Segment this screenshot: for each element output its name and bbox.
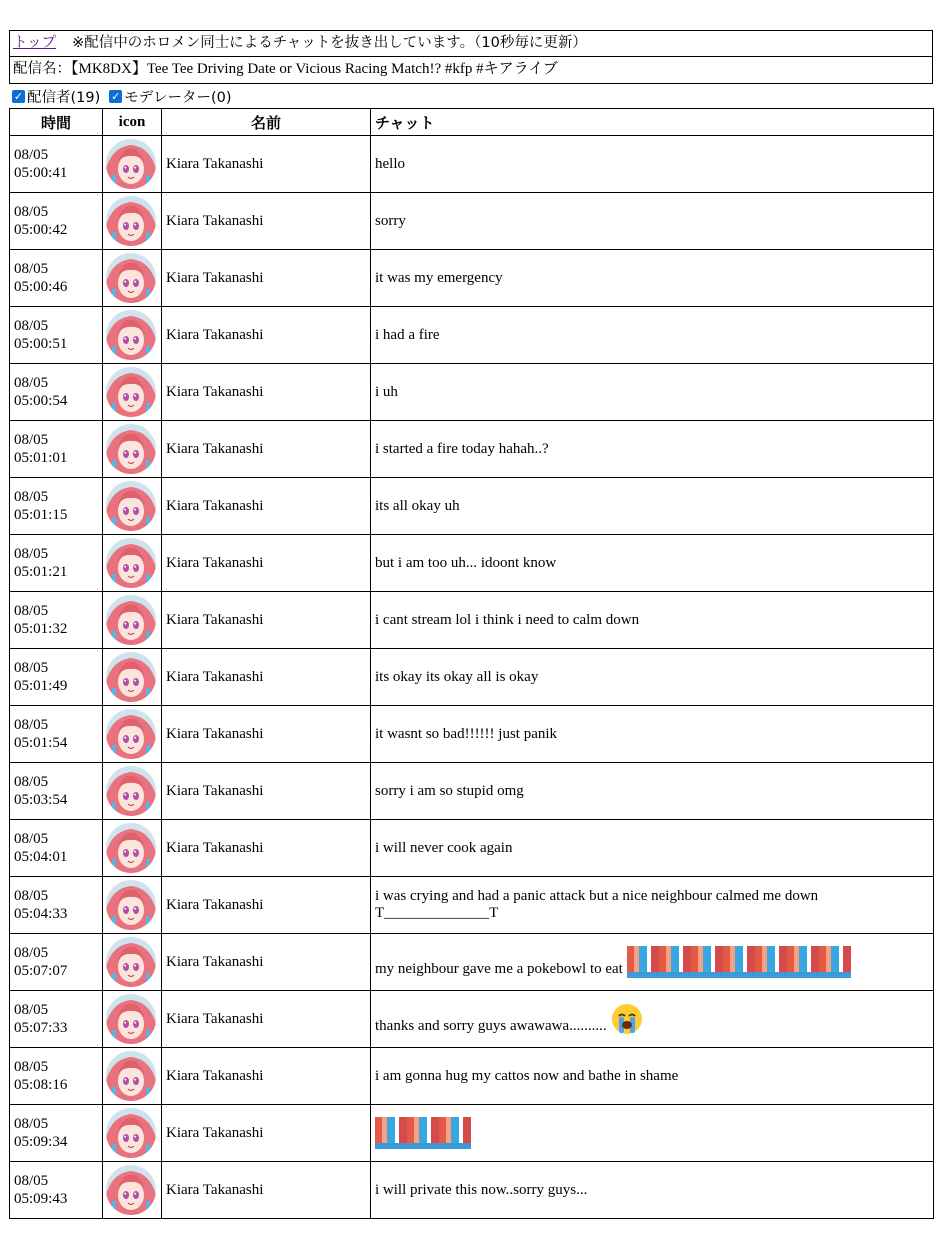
page xyxy=(9,30,933,1219)
avatar xyxy=(106,1051,156,1101)
avatar-cell xyxy=(103,1048,162,1105)
filter-bar xyxy=(9,84,933,108)
message-clock: 05:04:33 xyxy=(14,906,68,922)
chat-message xyxy=(371,706,934,763)
message-date: 08/05 xyxy=(14,261,49,277)
avatar xyxy=(106,595,156,645)
chat-text: but i am too uh... idoont know xyxy=(375,554,557,571)
message-date: 08/05 xyxy=(14,546,49,562)
chat-message xyxy=(371,991,934,1048)
header-note: ※配信中のホロメン同士によるチャットを抜き出しています。（10秒毎に更新） xyxy=(72,35,587,51)
message-date: 08/05 xyxy=(14,888,49,904)
avatar-cell xyxy=(103,535,162,592)
author-name: Kiara Takanashi xyxy=(162,592,371,649)
header-bar xyxy=(9,30,933,57)
message-time xyxy=(10,421,103,478)
chat-text-line2: T______________T xyxy=(375,905,499,921)
chat-message xyxy=(371,763,934,820)
author-name: Kiara Takanashi xyxy=(162,1162,371,1219)
avatar-cell xyxy=(103,991,162,1048)
chat-message xyxy=(371,421,934,478)
message-time xyxy=(10,820,103,877)
message-clock: 05:07:33 xyxy=(14,1020,68,1036)
table-row xyxy=(10,649,934,706)
message-clock: 05:08:16 xyxy=(14,1077,68,1093)
chat-message xyxy=(371,1105,934,1162)
avatar xyxy=(106,766,156,816)
loudly-crying-face-icon xyxy=(611,1003,643,1035)
author-name: Kiara Takanashi xyxy=(162,136,371,193)
col-header-name: 名前 xyxy=(162,109,371,136)
avatar xyxy=(106,196,156,246)
message-date: 08/05 xyxy=(14,318,49,334)
author-name: Kiara Takanashi xyxy=(162,1105,371,1162)
chat-rows xyxy=(10,136,934,1219)
avatar-cell xyxy=(103,877,162,934)
stream-title-bar xyxy=(9,57,933,84)
table-row xyxy=(10,535,934,592)
message-date: 08/05 xyxy=(14,375,49,391)
chat-message xyxy=(371,649,934,706)
message-clock: 05:03:54 xyxy=(14,792,68,808)
message-clock: 05:09:34 xyxy=(14,1134,68,1150)
stream-title: 【MK8DX】Tee Tee Driving Date or Vicious Racing Match!? #kfp #キアライブ xyxy=(71,61,558,77)
table-row xyxy=(10,592,934,649)
message-clock: 05:04:01 xyxy=(14,849,68,865)
crying-emote-icon xyxy=(627,946,851,978)
message-clock: 05:09:43 xyxy=(14,1191,68,1207)
chat-text: sorry i am so stupid omg xyxy=(375,782,524,799)
message-time xyxy=(10,136,103,193)
avatar xyxy=(106,139,156,189)
author-name: Kiara Takanashi xyxy=(162,1048,371,1105)
message-time xyxy=(10,706,103,763)
chat-message xyxy=(371,307,934,364)
message-time xyxy=(10,934,103,991)
message-clock: 05:01:32 xyxy=(14,621,68,637)
table-row xyxy=(10,478,934,535)
streamer-checkbox[interactable]: ✓ xyxy=(13,89,24,103)
table-row xyxy=(10,364,934,421)
avatar xyxy=(106,538,156,588)
message-time xyxy=(10,991,103,1048)
avatar xyxy=(106,937,156,987)
table-row xyxy=(10,193,934,250)
avatar-cell xyxy=(103,1162,162,1219)
chat-text: i cant stream lol i think i need to calm down xyxy=(375,611,640,628)
chat-message xyxy=(371,364,934,421)
message-clock: 05:00:41 xyxy=(14,165,68,181)
chat-message xyxy=(371,820,934,877)
message-time xyxy=(10,364,103,421)
author-name: Kiara Takanashi xyxy=(162,649,371,706)
avatar-cell xyxy=(103,649,162,706)
table-row xyxy=(10,250,934,307)
message-time xyxy=(10,592,103,649)
author-name: Kiara Takanashi xyxy=(162,250,371,307)
message-date: 08/05 xyxy=(14,660,49,676)
chat-message xyxy=(371,535,934,592)
avatar xyxy=(106,652,156,702)
message-date: 08/05 xyxy=(14,1116,49,1132)
chat-message xyxy=(371,1162,934,1219)
message-time xyxy=(10,535,103,592)
avatar-cell xyxy=(103,307,162,364)
avatar-cell xyxy=(103,364,162,421)
table-row xyxy=(10,877,934,934)
stream-label: 配信名： xyxy=(13,61,71,77)
moderator-filter-label: モデレーター(0) xyxy=(124,89,232,106)
message-clock: 05:07:07 xyxy=(14,963,68,979)
avatar-cell xyxy=(103,193,162,250)
chat-text: its okay its okay all is okay xyxy=(375,668,539,685)
avatar xyxy=(106,481,156,531)
avatar-cell xyxy=(103,136,162,193)
message-clock: 05:01:21 xyxy=(14,564,68,580)
chat-text: i had a fire xyxy=(375,326,440,343)
message-clock: 05:01:49 xyxy=(14,678,68,694)
moderator-filter[interactable] xyxy=(106,86,231,107)
author-name: Kiara Takanashi xyxy=(162,478,371,535)
chat-message xyxy=(371,136,934,193)
avatar xyxy=(106,994,156,1044)
author-name: Kiara Takanashi xyxy=(162,421,371,478)
table-row xyxy=(10,1048,934,1105)
message-date: 08/05 xyxy=(14,1173,49,1189)
avatar-cell xyxy=(103,706,162,763)
message-clock: 05:00:46 xyxy=(14,279,68,295)
message-time xyxy=(10,1162,103,1219)
chat-text: sorry xyxy=(375,212,406,229)
table-row xyxy=(10,1162,934,1219)
message-time xyxy=(10,307,103,364)
table-row xyxy=(10,820,934,877)
message-clock: 05:01:15 xyxy=(14,507,68,523)
chat-text: hello xyxy=(375,155,405,172)
avatar xyxy=(106,367,156,417)
table-header-row xyxy=(10,109,934,136)
table-row xyxy=(10,991,934,1048)
avatar xyxy=(106,424,156,474)
chat-text: its all okay uh xyxy=(375,497,460,514)
table-row xyxy=(10,706,934,763)
message-time xyxy=(10,1048,103,1105)
avatar xyxy=(106,253,156,303)
message-clock: 05:01:54 xyxy=(14,735,68,751)
chat-table xyxy=(9,108,934,1219)
avatar-cell xyxy=(103,763,162,820)
chat-message xyxy=(371,1048,934,1105)
moderator-checkbox[interactable]: ✓ xyxy=(111,89,121,103)
message-date: 08/05 xyxy=(14,774,49,790)
message-time xyxy=(10,250,103,307)
col-header-time: 時間 xyxy=(10,109,103,136)
avatar-cell xyxy=(103,1105,162,1162)
chat-text: i will never cook again xyxy=(375,839,513,856)
message-time xyxy=(10,763,103,820)
message-clock: 05:00:54 xyxy=(14,393,68,409)
avatar-cell xyxy=(103,592,162,649)
chat-message xyxy=(371,478,934,535)
avatar-cell xyxy=(103,250,162,307)
message-date: 08/05 xyxy=(14,432,49,448)
chat-text: it was my emergency xyxy=(375,269,503,286)
table-row xyxy=(10,1105,934,1162)
chat-text: i am gonna hug my cattos now and bathe in shame xyxy=(375,1067,679,1084)
message-time xyxy=(10,877,103,934)
table-row xyxy=(10,136,934,193)
message-clock: 05:00:42 xyxy=(14,222,68,238)
author-name: Kiara Takanashi xyxy=(162,763,371,820)
author-name: Kiara Takanashi xyxy=(162,193,371,250)
streamer-filter[interactable] xyxy=(9,86,100,107)
table-row xyxy=(10,763,934,820)
avatar-cell xyxy=(103,820,162,877)
author-name: Kiara Takanashi xyxy=(162,535,371,592)
chat-text: i uh xyxy=(375,383,398,400)
message-date: 08/05 xyxy=(14,489,49,505)
chat-text: i started a fire today hahah..? xyxy=(375,440,549,457)
author-name: Kiara Takanashi xyxy=(162,934,371,991)
message-clock: 05:01:01 xyxy=(14,450,68,466)
message-date: 08/05 xyxy=(14,147,49,163)
col-header-icon: icon xyxy=(103,109,162,136)
chat-message xyxy=(371,877,934,934)
table-row xyxy=(10,934,934,991)
message-date: 08/05 xyxy=(14,831,49,847)
chat-message xyxy=(371,250,934,307)
table-row xyxy=(10,307,934,364)
message-date: 08/05 xyxy=(14,945,49,961)
chat-text: i will private this now..sorry guys... xyxy=(375,1181,588,1198)
chat-message xyxy=(371,592,934,649)
author-name: Kiara Takanashi xyxy=(162,706,371,763)
message-date: 08/05 xyxy=(14,204,49,220)
author-name: Kiara Takanashi xyxy=(162,877,371,934)
top-link[interactable]: トップ xyxy=(13,35,57,51)
avatar-cell xyxy=(103,934,162,991)
message-clock: 05:00:51 xyxy=(14,336,68,352)
message-time xyxy=(10,1105,103,1162)
table-row xyxy=(10,421,934,478)
author-name: Kiara Takanashi xyxy=(162,307,371,364)
message-date: 08/05 xyxy=(14,1059,49,1075)
chat-message xyxy=(371,934,934,991)
avatar-cell xyxy=(103,478,162,535)
avatar xyxy=(106,880,156,930)
avatar xyxy=(106,709,156,759)
streamer-filter-label: 配信者(19) xyxy=(27,89,101,106)
author-name: Kiara Takanashi xyxy=(162,820,371,877)
chat-text: i was crying and had a panic attack but a nice neighbour calmed me down xyxy=(375,888,819,904)
chat-text: my neighbour gave me a pokebowl to eat xyxy=(375,961,623,977)
message-time xyxy=(10,649,103,706)
message-date: 08/05 xyxy=(14,717,49,733)
author-name: Kiara Takanashi xyxy=(162,991,371,1048)
chat-text: thanks and sorry guys awawawa.......... xyxy=(375,1018,607,1034)
col-header-chat: チャット xyxy=(371,109,934,136)
author-name: Kiara Takanashi xyxy=(162,364,371,421)
avatar xyxy=(106,823,156,873)
crying-emote-icon xyxy=(375,1117,471,1149)
message-time xyxy=(10,193,103,250)
message-date: 08/05 xyxy=(14,1002,49,1018)
avatar xyxy=(106,1108,156,1158)
chat-text: it wasnt so bad!!!!!! just panik xyxy=(375,725,558,742)
avatar xyxy=(106,1165,156,1215)
avatar-cell xyxy=(103,421,162,478)
chat-message xyxy=(371,193,934,250)
message-time xyxy=(10,478,103,535)
avatar xyxy=(106,310,156,360)
message-date: 08/05 xyxy=(14,603,49,619)
